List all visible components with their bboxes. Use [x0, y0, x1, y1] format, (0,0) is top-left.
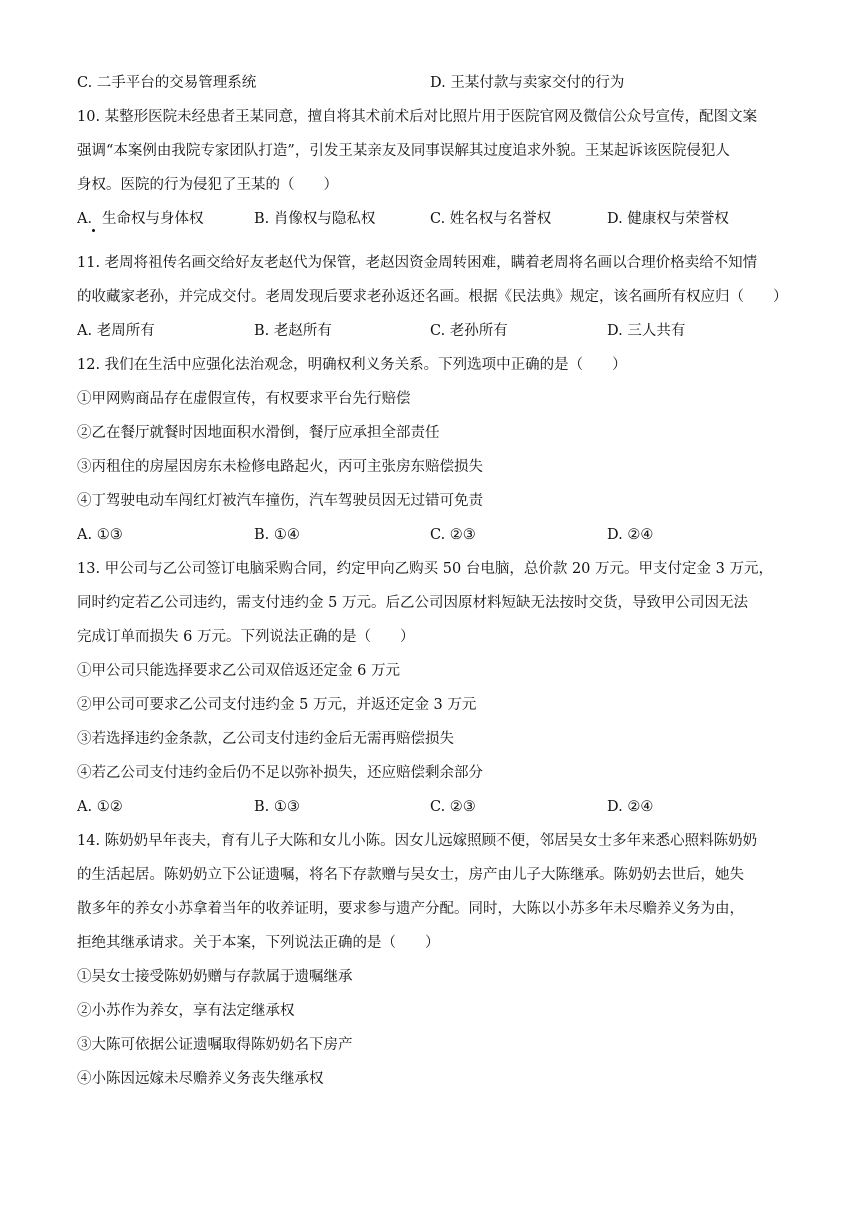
- q13-option-c[interactable]: C. ②③: [430, 799, 476, 815]
- q11-stem-line-2: 的收藏家老孙，并完成交付。老周发现后要求老孙返还名画。根据《民法典》规定，该名画所有权应归（ ）: [77, 289, 788, 305]
- q10-stem-line-1: 10. 某整形医院未经患者王某同意，擅自将其术前术后对比照片用于医院官网及微信公众号宣传，配图文案: [77, 109, 758, 125]
- emphasis-dot: [92, 229, 95, 232]
- q13-option-d[interactable]: D. ②④: [607, 799, 654, 815]
- q13-stem-line-3: 完成订单而损失 6 万元。下列说法正确的是（ ）: [77, 629, 415, 645]
- q11-option-d[interactable]: D. 三人共有: [607, 323, 686, 339]
- q14-item-3: ③大陈可依据公证遗嘱取得陈奶奶名下房产: [77, 1037, 353, 1053]
- q14-stem-line-4: 拒绝其继承请求。关于本案，下列说法正确的是（ ）: [77, 935, 440, 951]
- q12-option-d[interactable]: D. ②④: [607, 527, 654, 543]
- q13-item-2: ②甲公司可要求乙公司支付违约金 5 万元，并返还定金 3 万元: [77, 697, 477, 713]
- q10-stem-line-3: 身权。医院的行为侵犯了王某的（ ）: [77, 177, 338, 193]
- q12-item-2: ②乙在餐厅就餐时因地面积水滑倒，餐厅应承担全部责任: [77, 425, 440, 441]
- q10-option-a[interactable]: A．生命权与身体权: [77, 211, 204, 227]
- q13-item-1: ①甲公司只能选择要求乙公司双倍返还定金 6 万元: [77, 663, 400, 679]
- q14-stem-line-3: 散多年的养女小苏拿着当年的收养证明，要求参与遗产分配。同时，大陈以小苏多年未尽赡养义务为由，: [77, 901, 744, 917]
- q10-option-d[interactable]: D. 健康权与荣誉权: [607, 211, 729, 227]
- q9-option-d[interactable]: D. 王某付款与卖家交付的行为: [430, 75, 625, 91]
- q10-stem-line-2: 强调“本案例由我院专家团队打造”，引发王某亲友及同事误解其过度追求外貌。王某起诉该医院侵犯人: [77, 143, 730, 159]
- q12-option-b[interactable]: B. ①④: [254, 527, 300, 543]
- q14-item-1: ①吴女士接受陈奶奶赠与存款属于遗嘱继承: [77, 969, 353, 985]
- q13-option-a[interactable]: A. ①②: [77, 799, 123, 815]
- q13-option-b[interactable]: B. ①③: [254, 799, 300, 815]
- q14-stem-line-1: 14. 陈奶奶早年丧夫，育有儿子大陈和女儿小陈。因女儿远嫁照顾不便，邻居吴女士多年来悉心照料陈奶奶: [77, 833, 758, 849]
- q13-stem-line-1: 13. 甲公司与乙公司签订电脑采购合同，约定甲向乙购买 50 台电脑，总价款 20 万元。甲支付定金 3 万元，: [77, 561, 773, 577]
- q10-option-c[interactable]: C. 姓名权与名誉权: [430, 211, 552, 227]
- q14-stem-line-2: 的生活起居。陈奶奶立下公证遗嘱，将名下存款赠与吴女士，房产由儿子大陈继承。陈奶奶去世后，她失: [77, 867, 744, 883]
- q9-option-c[interactable]: C. 二手平台的交易管理系统: [77, 75, 257, 91]
- q11-option-a[interactable]: A. 老周所有: [77, 323, 155, 339]
- q13-item-4: ④若乙公司支付违约金后仍不足以弥补损失，还应赔偿剩余部分: [77, 765, 483, 781]
- q12-item-1: ①甲网购商品存在虚假宣传，有权要求平台先行赔偿: [77, 391, 411, 407]
- q10-option-b[interactable]: B. 肖像权与隐私权: [254, 211, 376, 227]
- q14-item-4: ④小陈因远嫁未尽赡养义务丧失继承权: [77, 1071, 324, 1087]
- q12-item-3: ③丙租住的房屋因房东未检修电路起火，丙可主张房东赔偿损失: [77, 459, 483, 475]
- q12-option-c[interactable]: C. ②③: [430, 527, 476, 543]
- q12-stem-line-1: 12. 我们在生活中应强化法治观念，明确权利义务关系。下列选项中正确的是（ ）: [77, 357, 627, 373]
- q13-stem-line-2: 同时约定若乙公司违约，需支付违约金 5 万元。后乙公司因原材料短缺无法按时交货，导致甲公司因无法: [77, 595, 748, 611]
- q11-stem-line-1: 11. 老周将祖传名画交给好友老赵代为保管，老赵因资金周转困难，瞒着老周将名画以合理价格卖给不知情: [77, 255, 758, 271]
- q14-item-2: ②小苏作为养女，享有法定继承权: [77, 1003, 295, 1019]
- q12-item-4: ④丁驾驶电动车闯红灯被汽车撞伤，汽车驾驶员因无过错可免责: [77, 493, 483, 509]
- q12-option-a[interactable]: A. ①③: [77, 527, 123, 543]
- q13-item-3: ③若选择违约金条款，乙公司支付违约金后无需再赔偿损失: [77, 731, 454, 747]
- q11-option-b[interactable]: B. 老赵所有: [254, 323, 332, 339]
- q11-option-c[interactable]: C. 老孙所有: [430, 323, 508, 339]
